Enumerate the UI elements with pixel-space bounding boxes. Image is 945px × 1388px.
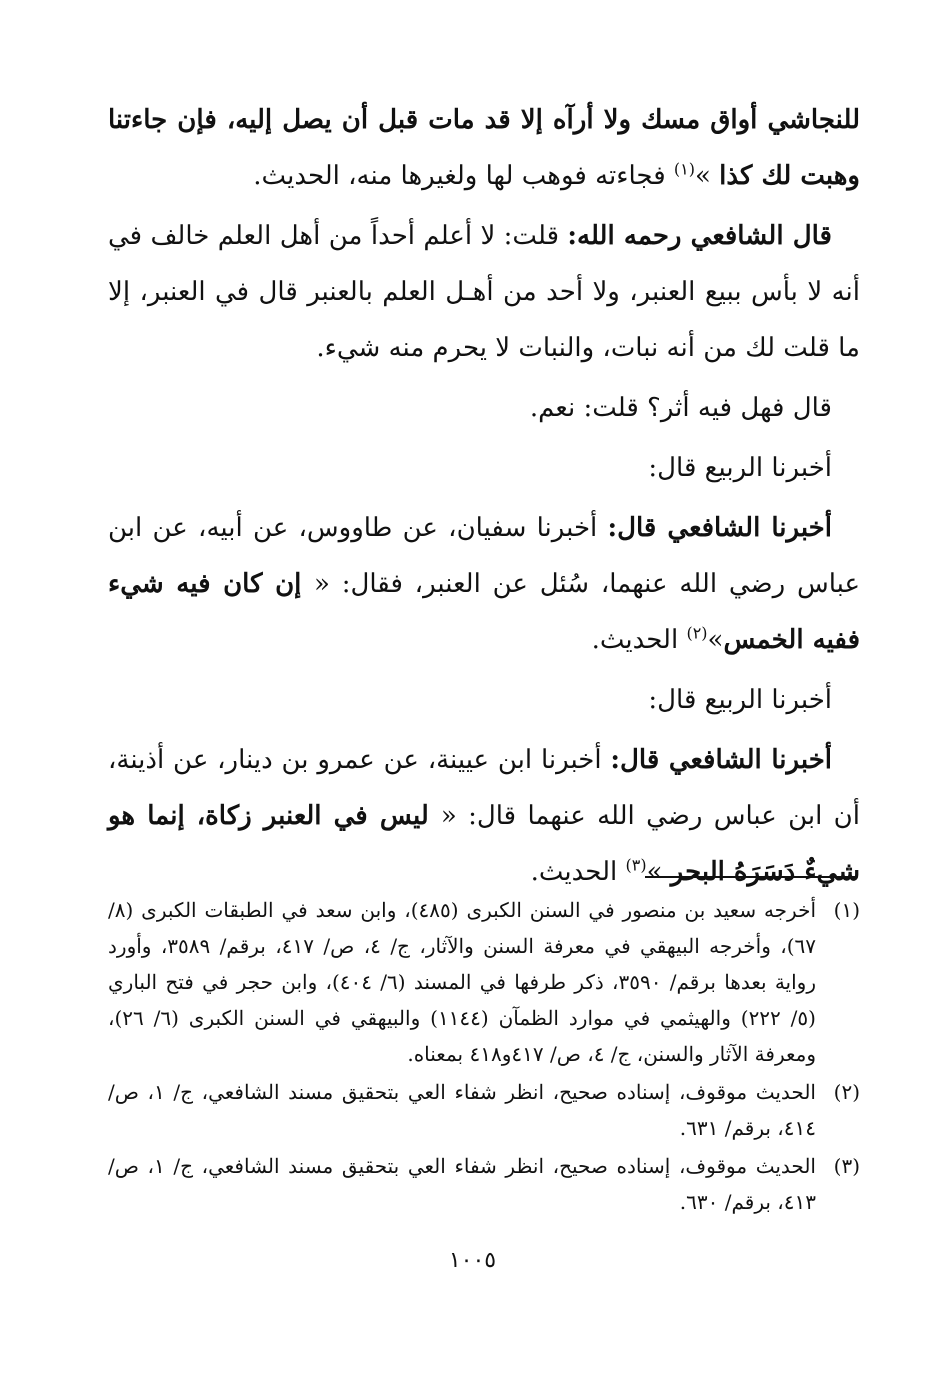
paragraph-7 <box>108 732 860 900</box>
narrator-label: أخبرنا الشافعي قال: <box>607 513 832 543</box>
paragraph-5 <box>108 500 860 668</box>
footnotes <box>108 892 860 1222</box>
paragraph-1 <box>108 92 860 204</box>
paragraph-text: أخبرنا سفيان، عن طاووس، عن أبيه، عن ابن عباس رضي الله عنهما، سُئل عن العنبر، فقال: « <box>108 513 860 599</box>
narrator-label: أخبرنا الشافعي قال: <box>610 745 832 775</box>
paragraph-text: فجاءته فوهب لها ولغيرها منه، الحديث. <box>253 161 674 191</box>
speaker-label: قال الشافعي رحمه الله: <box>567 221 832 251</box>
footnote-number: (٣) <box>833 1154 860 1178</box>
paragraph-ending: الحديث. <box>530 857 626 887</box>
closing-quote: » <box>694 161 720 191</box>
paragraph-2 <box>108 208 860 376</box>
paragraph-ending: الحديث. <box>591 625 687 655</box>
footnote-number: (١) <box>833 898 860 922</box>
footnote-text: أخرجه سعيد بن منصور في السنن الكبرى (٤٨٥)، وابن سعد في الطبقات الكبرى (٨/ ٦٧)، وأخرجه البيهقي في معرفة السنن والآثار، ج/ ٤، ص/ ٤١٧، برقم/ ٣٥٨٩، وأورد رواية بعدها برقم/ ٣٥٩٠، ذكر طرفها في المسند (٦/ ٤٠٤)، وابن حجر في فتح الباري (٥/ ٢٢٢) والهيثمي في موارد الظمآن (١١٤٤) والبيهقي في السنن الكبرى (٦/ ٢٦)، ومعرفة الآثار والسنن، ج/ ٤، ص/ ٤١٧و٤١٨ بمعناه. <box>108 898 817 1066</box>
footnote-ref-2: (٢) <box>686 623 708 643</box>
footnote-text: الحديث موقوف، إسناده صحيح، انظر شفاء العي بتحقيق مسند الشافعي، ج/ ١، ص/ ٤١٤، برقم/ ٦٣١. <box>108 1080 816 1140</box>
footnote-ref-1: (١) <box>673 159 695 179</box>
hadith-quote: ليس في العنبر زكاة، إنما هو شيءٌ دَسَرَهُ البحر <box>108 801 860 887</box>
hadith-quote: إن كان فيه شيء ففيه الخمس <box>108 569 860 655</box>
paragraph-6: أخبرنا الربيع قال: <box>648 685 832 715</box>
paragraph-3: قال فهل فيه أثر؟ قلت: نعم. <box>529 393 832 423</box>
footnote-2 <box>108 1074 860 1146</box>
page-number: ١٠٠٥ <box>448 1248 497 1273</box>
paragraph-text: قلت: لا أعلم أحداً من أهل العلم خالف في أنه لا بأس ببيع العنبر، ولا أحد من أهـل العلم بالعنبر قال في العنبر، إلا ما قلت لك من أنه نبات، والنبات لا يحرم منه شيء. <box>108 221 860 363</box>
footnote-text: الحديث موقوف، إسناده صحيح، انظر شفاء العي بتحقيق مسند الشافعي، ج/ ١، ص/ ٤١٣، برقم/ ٦٣٠. <box>108 1154 816 1214</box>
paragraph-4: أخبرنا الربيع قال: <box>648 453 832 483</box>
closing-quote: » <box>646 857 671 887</box>
footnote-1 <box>108 892 860 1072</box>
quoted-text-bold: للنجاشي أواق مسك ولا أرآه إلا قد مات قبل أن يصل إليه، فإن جاءتنا وهبت لك كذا <box>108 105 860 191</box>
footnote-number: (٢) <box>833 1080 860 1104</box>
main-text <box>108 92 860 904</box>
closing-quote: » <box>707 625 724 655</box>
footnote-3 <box>108 1148 860 1220</box>
footnote-divider <box>645 876 857 878</box>
footnote-ref-3: (٣) <box>625 855 647 875</box>
paragraph-text: أخبرنا ابن عيينة، عن عمرو بن دينار، عن أذينة، أن ابن عباس رضي الله عنهما قال: « <box>108 745 860 831</box>
